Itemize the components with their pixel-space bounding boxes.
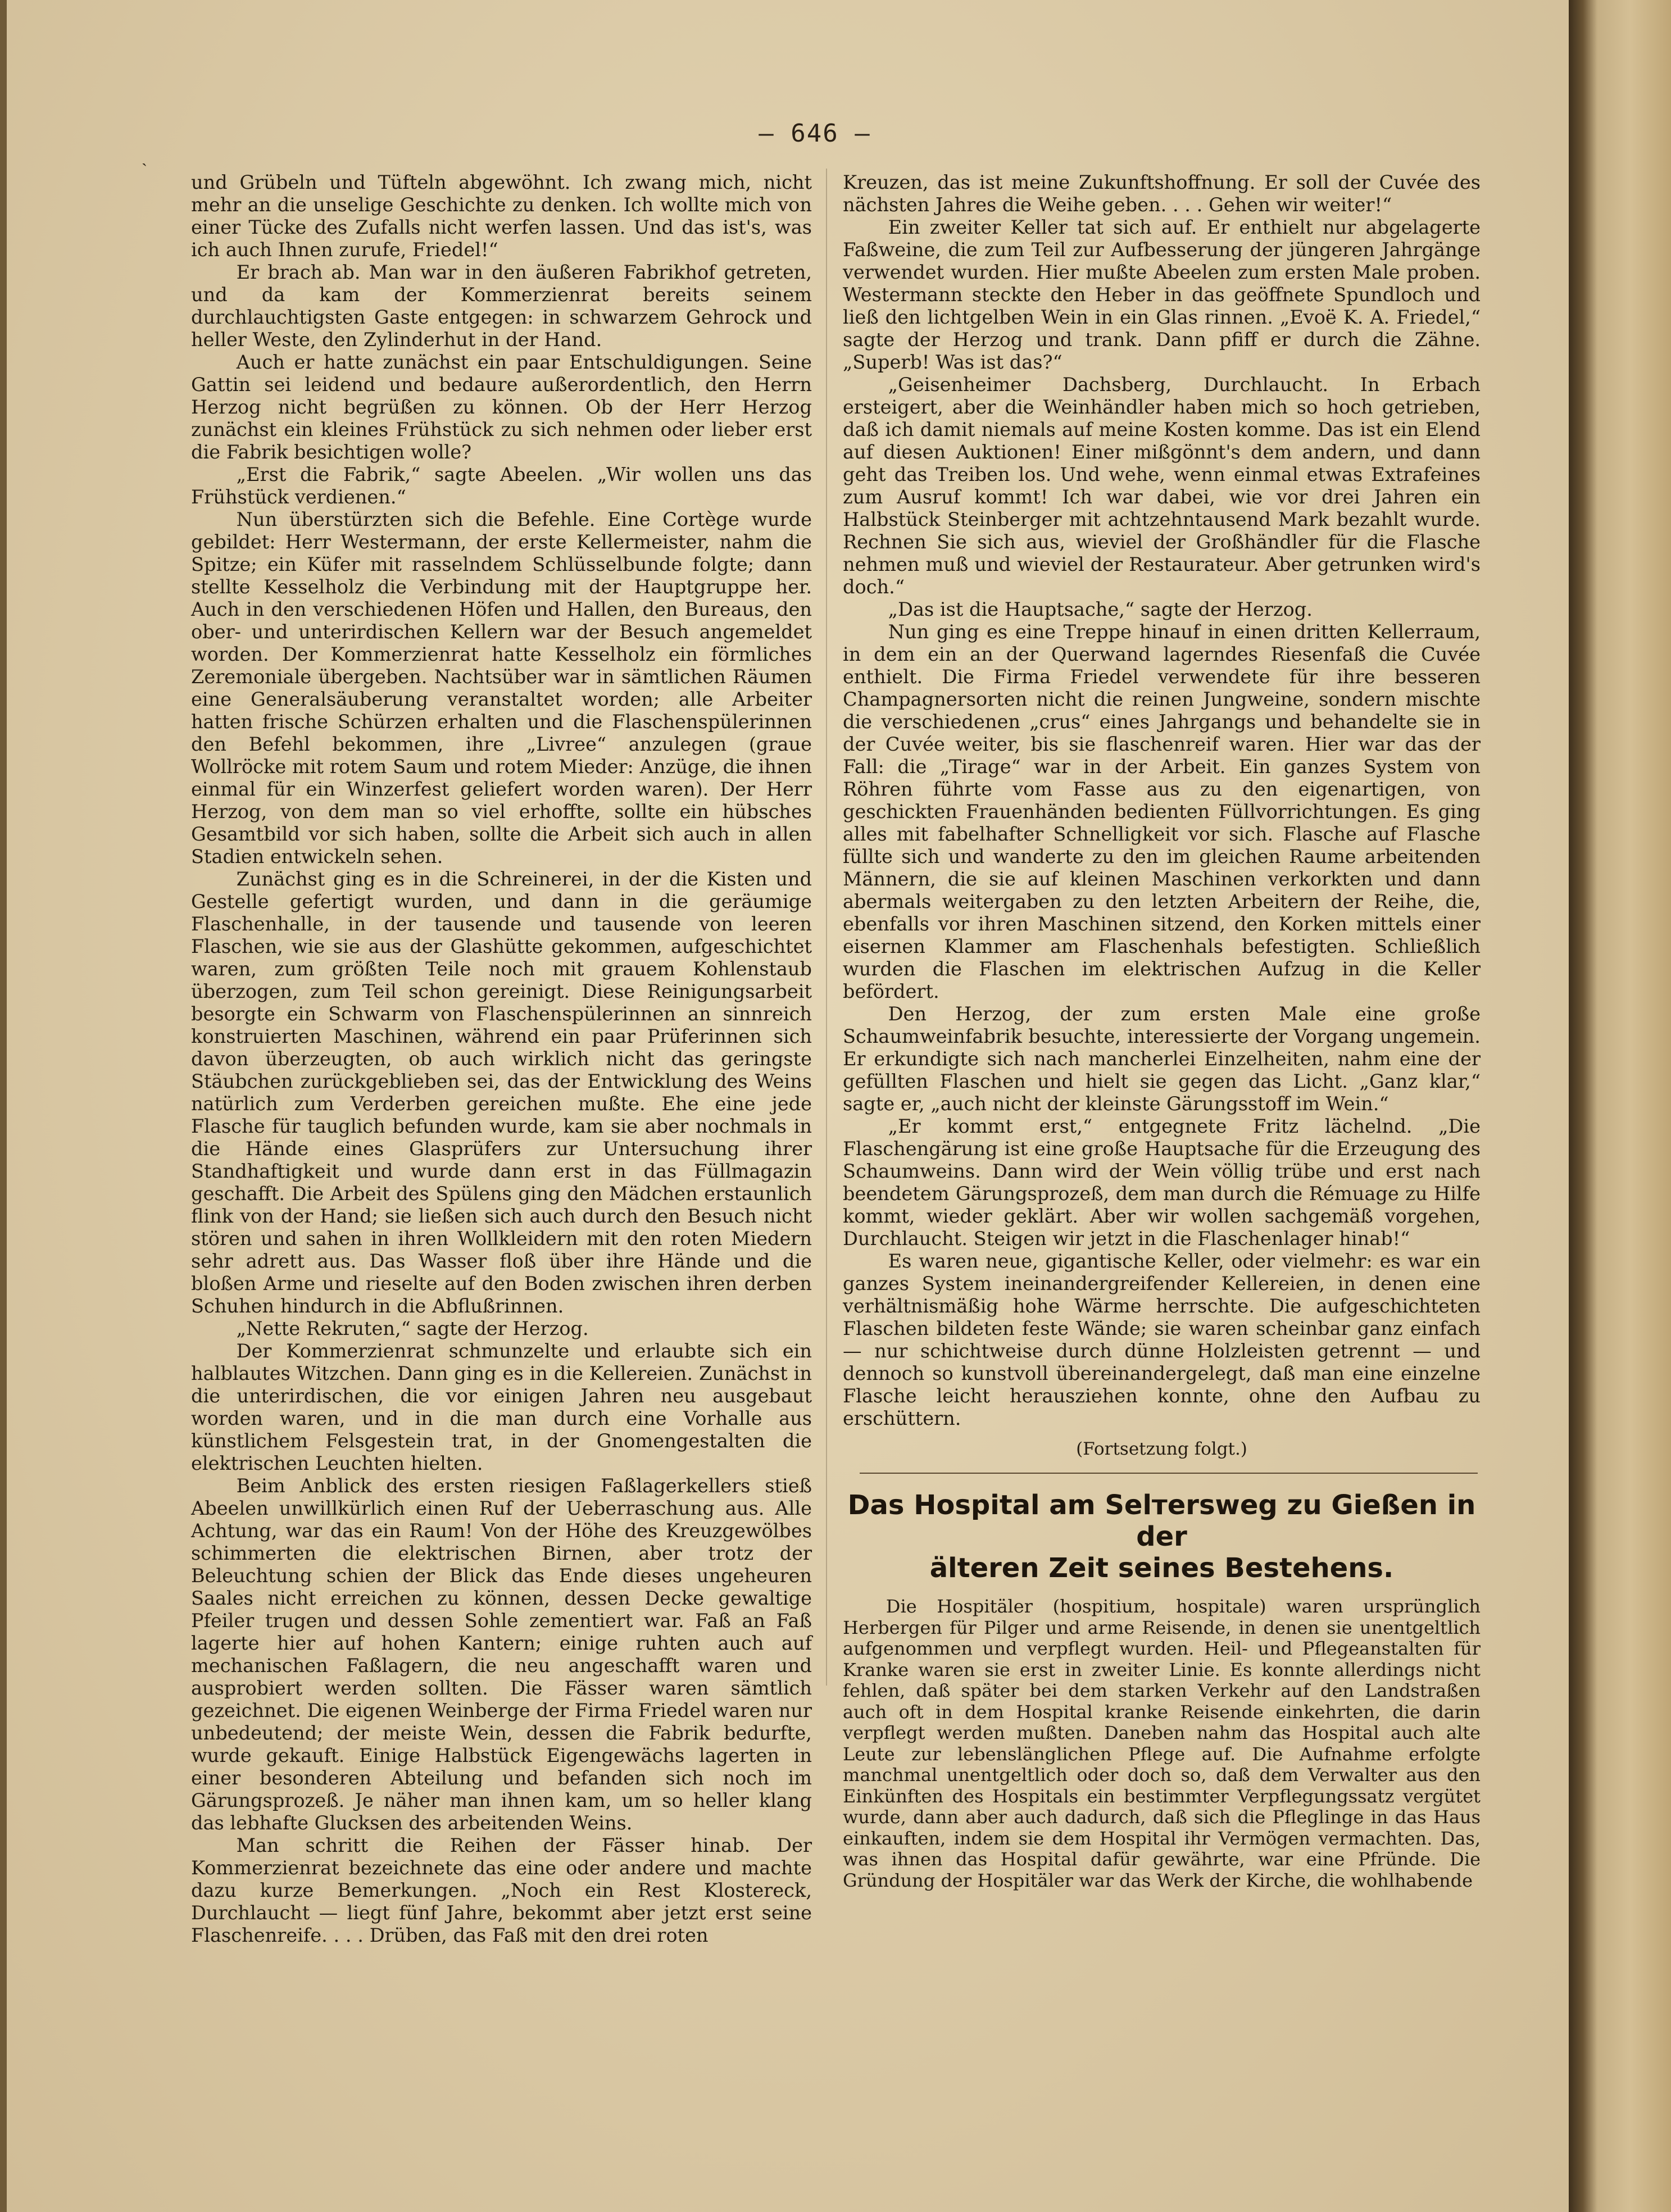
paragraph: „Geisenheimer Dachsberg, Durchlaucht. In Erbach ersteigert, aber die Weinhändler haben mich so hoch getrieben, daß ich damit niemals auf meine Kosten komme. Das ist ein Elend auf diesen Auktionen! Einer mißgönnt's dem andern, und dann geht das Treiben los. Und wehe, wenn einmal etwas Extrafeines zum Ausruf kommt! Ich war dabei, wie vor drei Jahren ein Halbstück Steinberger mit achtzehntausend Mark bezahlt wurde. Rechnen Sie sich aus, wieviel der Großhändler für die Flasche nehmen muß und wieviel der Restaurateur. Aber getrunken wird's doch.“	[843, 374, 1481, 598]
paragraph: Zunächst ging es in die Schreinerei, in der die Kisten und Gestelle gefertigt wurden, und dann in die geräumige Flaschenhalle, in der tausende und tausende von leeren Flaschen, wie sie aus der Glashütte gekommen, aufgeschichtet waren, zum größten Teile noch mit grauem Kohlenstaub überzogen, zum Teil schon gereinigt. Diese Reinigungsarbeit besorgte ein Schwarm von Flaschenspülerinnen an sinnreich konstruierten Maschinen, während ein paar Prüferinnen sich davon überzeugten, ob auch wirklich nicht das geringste Stäubchen zurückgeblieben sei, das der Entwicklung des Weins natürlich zum Verderben gereichen mußte. Ehe eine jede Flasche für tauglich befunden wurde, kam sie aber nochmals in die Hände eines Glasprüfers zur Untersuchung ihrer Standhaftigkeit und wurde dann erst in das Füllmagazin geschafft. Die Arbeit des Spülens ging den Mädchen erstaunlich flink von der Hand; sie ließen sich auch durch den Besuch nicht stören und sahen in ihren Wollkleidern mit den roten Miedern sehr adrett aus. Das Wasser floß über ihre Hände und die bloßen Arme und rieselte auf den Boden zwischen ihren derben Schuhen hindurch in die Abflußrinnen.	[191, 868, 812, 1317]
left-column	[191, 171, 812, 1947]
paragraph: und Grübeln und Tüfteln abgewöhnt. Ich zwang mich, nicht mehr an die unselige Geschichte zu denken. Ich wollte mich von einer Tücke des Zufalls nicht werfen lassen. Und das ist's, was ich auch Ihnen zurufe, Friedel!“	[191, 171, 812, 261]
paragraph: Nun überstürzten sich die Befehle. Eine Cortège wurde gebildet: Herr Westermann, der erste Kellermeister, nahm die Spitze; ein Küfer mit rasselndem Schlüsselbunde folgte; dann stellte Kesselholz die Verbindung mit der Hauptgruppe her. Auch in den verschiedenen Höfen und Hallen, den Bureaus, den ober- und unterirdischen Kellern war der Besuch angemeldet worden. Der Kommerzienrat hatte Kesselholz ein förmliches Zeremoniale übergeben. Nachtsüber war in sämtlichen Räumen eine Generalsäuberung veranstaltet worden; alle Arbeiter hatten frische Schürzen erhalten und die Flaschenspülerinnen den Befehl bekommen, ihre „Livree“ anzulegen (graue Wollröcke mit rotem Saum und rotem Mieder: Anzüge, die ihnen einmal für ein Winzerfest geliefert worden waren). Der Herr Herzog, von dem man so viel erhoffte, sollte ein hübsches Gesamtbild vor sich haben, sollte die Arbeit sich auch in allen Stadien entwickeln sehen.	[191, 508, 812, 867]
paragraph: Der Kommerzienrat schmunzelte und erlaubte sich ein halblautes Witzchen. Dann ging es in die Kellereien. Zunächst in die unterirdischen, die vor einigen Jahren neu ausgebaut worden waren, und in die man durch eine Vorhalle aus künstlichem Felsgestein trat, in der Gnomengestalten die elektrischen Leuchten hielten.	[191, 1340, 812, 1474]
article-title-line-2: älteren Zeit seines Bestehens.	[929, 1552, 1394, 1584]
paragraph: „Erst die Fabrik,“ sagte Abeelen. „Wir wollen uns das Frühstück verdienen.“	[191, 464, 812, 508]
paragraph: „Nette Rekruten,“ sagte der Herzog.	[236, 1318, 589, 1339]
paragraph: Beim Anblick des ersten riesigen Faßlagerkellers stieß Abeelen unwillkürlich einen Ruf der Ueberraschung aus. Alle Achtung, war das ein Raum! Von der Höhe des Kreuzgewölbes schimmerten die elektrischen Birnen, aber trotz der Beleuchtung schien der Blick das Ende dieses ungeheuren Saales nicht erreichen zu können, dessen Decke gewaltige Pfeiler trugen und dessen Sohle zementiert war. Faß an Faß lagerte hier auf hohen Kantern; einige ruhten auch auf mechanischen Faßlagern, die neu angeschafft waren und ausprobiert werden sollten. Die Fässer waren sämtlich gezeichnet. Die eigenen Weinberge der Firma Friedel waren nur unbedeutend; der meiste Wein, dessen die Fabrik bedurfte, wurde gekauft. Einige Halbstück Eigengewächs lagerten in einer besonderen Abteilung und befanden sich noch im Gärungsprozeß. Je näher man ihnen kam, um so heller klang das lebhafte Glucksen des arbeitenden Weins.	[191, 1475, 812, 1834]
paragraph: Auch er hatte zunächst ein paar Entschuldigungen. Seine Gattin sei leidend und bedaure außerordentlich, den Herrn Herzog nicht begrüßen zu können. Ob der Herr Herzog zunächst ein kleines Frühstück zu sich nehmen oder lieber erst die Fabrik besichtigen wolle?	[191, 351, 812, 463]
paragraph: Nun ging es eine Treppe hinauf in einen dritten Kellerraum, in dem ein an der Querwand lagerndes Riesenfaß die Cuvée enthielt. Die Firma Friedel verwendete für ihre besseren Champagnersorten nicht die reinen Jungweine, sondern mischte die verschiedenen „crus“ eines Jahrgangs und behandelte sie in der Cuvée weiter, bis sie flaschenreif waren. Hier war das der Fall: die „Tirage“ war in der Arbeit. Ein ganzes System von Röhren führte vom Fasse aus zu den eigenartigen, von geschickten Frauenhänden bedienten Füllvorrichtungen. Es ging alles mit fabelhafter Schnelligkeit vor sich. Flasche auf Flasche füllte sich und wanderte zu den im gleichen Raume arbeitenden Männern, die sie auf kleinen Maschinen verkorkten und dann abermals weitergaben zu den letzten Arbeitern der Reihe, die, ebenfalls vor ihren Maschinen sitzend, den Korken mittels einer eisernen Klammer am Flaschenhals befestigten. Schließlich wurden die Flaschen im elektrischen Aufzug in die Keller befördert.	[843, 621, 1481, 1002]
paragraph: Ein zweiter Keller tat sich auf. Er enthielt nur abgelagerte Faßweine, die zum Teil zur Aufbesserung der jüngeren Jahrgänge verwendet wurden. Hier mußte Abeelen zum ersten Male proben. Westermann steckte den Heber in das geöffnete Spundloch und ließ den lichtgelben Wein in ein Glas rinnen. „Evoë K. A. Friedel,“ sagte der Herzog und trank. Dann pfiff er durch die Zähne. „Superb! Was ist das?“	[843, 216, 1481, 373]
column-separator	[826, 169, 827, 1686]
continuation-note: (Fortsetzung folgt.)	[1076, 1439, 1247, 1459]
paragraph: Er brach ab. Man war in den äußeren Fabrikhof getreten, und da kam der Kommerzienrat bereits seinem durchlauchtigsten Gaste entgegen: in schwarzem Gehrock und heller Weste, den Zylinderhut in der Hand.	[191, 261, 812, 351]
book-spine-edge	[1569, 0, 1671, 2212]
paragraph: „Das ist die Hauptsache,“ sagte der Herzog.	[888, 598, 1313, 620]
article-paragraph: Die Hospitäler (hospitium, hospitale) waren ursprünglich Herbergen für Pilger und arme Reisende, in denen sie unentgeltlich aufgenommen und verpflegt wurden. Heil- und Pflegeanstalten für Kranke waren sie erst in zweiter Linie. Es konnte allerdings nicht fehlen, daß später bei dem starken Verkehr auf den Landstraßen auch oft in dem Hospital kranke Reisende einkehrten, die darin verpflegt werden mußten. Daneben nahm das Hospital auch alte Leute zur lebenslänglichen Pflege auf. Die Aufnahme erfolgte manchmal unentgeltlich oder doch so, daß dem Verwalter aus den Einkünften des Hospitals ein bestimmter Verpflegungssatz vergütet wurde, dann aber auch dadurch, daß sich die Pfleglinge in das Haus einkauften, indem sie dem Hospital ihr Vermögen vermachten. Das, was ihnen das Hospital dafür gewährte, war eine Pfründe. Die Gründung der Hospitäler war das Werk der Kirche, die wohlhabende	[843, 1596, 1481, 1891]
paragraph: Kreuzen, das ist meine Zukunftshoffnung. Er soll der Cuvée des nächsten Jahres die Weihe geben. . . . Gehen wir weiter!“	[843, 171, 1481, 216]
right-column	[843, 171, 1481, 1891]
paragraph: Man schritt die Reihen der Fässer hinab. Der Kommerzienrat bezeichnete das eine oder andere und machte dazu kurze Bemerkungen. „Noch ein Rest Klostereck, Durchlaucht — liegt fünf Jahre, bekommt aber jetzt erst seine Flaschenreife. . . . Drüben, das Faß mit den drei roten	[191, 1834, 812, 1946]
margin-mark: ˎ	[142, 147, 147, 167]
article-divider	[860, 1473, 1478, 1474]
article-title	[843, 1489, 1481, 1584]
paragraph: „Er kommt erst,“ entgegnete Fritz lächelnd. „Die Flaschengärung ist eine große Hauptsache für die Erzeugung des Schaumweins. Dann wird der Wein völlig trübe und erst nach beendetem Gärungsprozeß, dem man durch die Rémuage zu Hilfe kommt, wieder geklärt. Aber wir wollen sachgemäß vorgehen, Durchlaucht. Steigen wir jetzt in die Flaschenlager hinab!“	[843, 1115, 1481, 1250]
page-number: — 646 —	[759, 119, 871, 148]
paragraph: Den Herzog, der zum ersten Male eine große Schaumweinfabrik besuchte, interessierte der Vorgang ungemein. Er erkundigte sich nach mancherlei Einzelheiten, nahm eine der gefüllten Flaschen und hielt sie gegen das Licht. „Ganz klar,“ sagte er, „auch nicht der kleinste Gärungsstoff im Wein.“	[843, 1003, 1481, 1115]
paragraph: Es waren neue, gigantische Keller, oder vielmehr: es war ein ganzes System ineinandergreifender Kellereien, in denen eine verhältnismäßig hohe Wärme herrschte. Die aufgeschichteten Flaschen bildeten feste Wände; sie waren scheinbar ganz einfach — nur schichtweise durch dünne Holzleisten getrennt — und dennoch so kunstvoll übereinandergelegt, daß man eine einzelne Flasche leicht herausziehen konnte, ohne den Aufbau zu erschüttern.	[843, 1250, 1481, 1429]
article-title-line-1: Das Hospital am Selтersweg zu Gießen in der	[847, 1489, 1476, 1552]
